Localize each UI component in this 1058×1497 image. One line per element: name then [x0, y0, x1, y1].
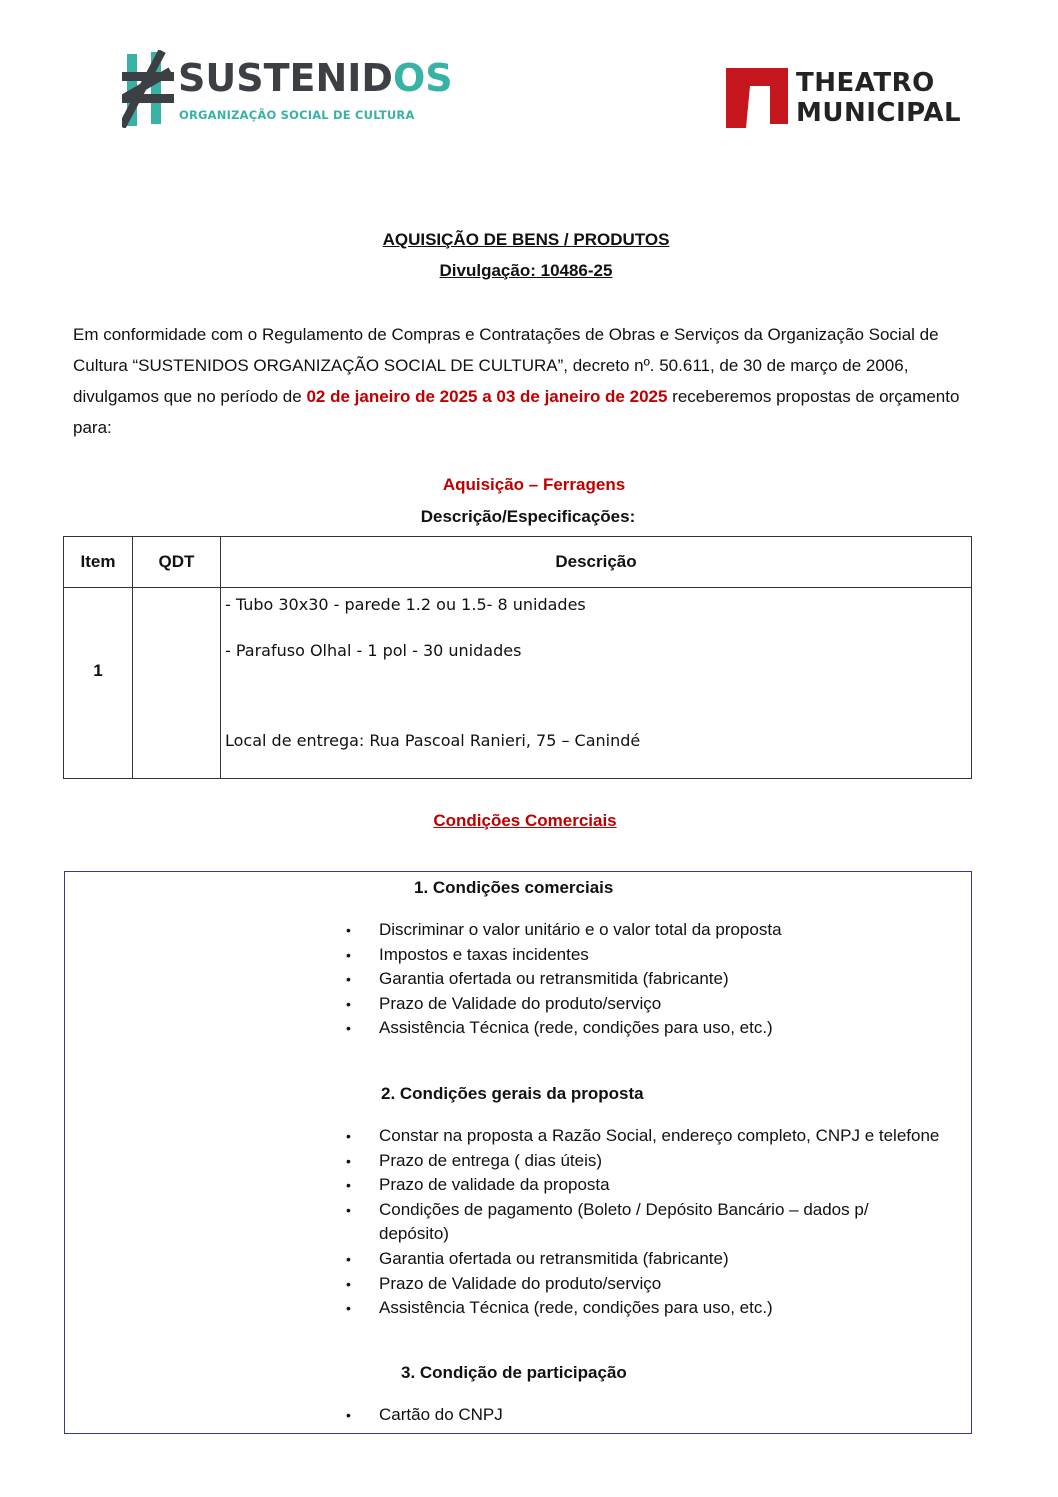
- list-item: • Prazo de Validade do produto/serviço: [379, 992, 969, 1017]
- list-item: • Constar na proposta a Razão Social, endereço completo, CNPJ e telefone: [379, 1124, 969, 1149]
- section-3-list: [379, 1403, 969, 1428]
- delivery-location: Local de entrega: Rua Pascoal Ranieri, 75 – Canindé: [225, 731, 641, 750]
- sustenidos-wordmark: SUSTENIDOS: [178, 56, 453, 100]
- specifications-title: Descrição/Especificações:: [420, 507, 636, 526]
- table-header-row: [64, 537, 972, 588]
- section-3-heading: 3. Condição de participação: [401, 1363, 627, 1382]
- list-item: • Prazo de entrega ( dias úteis): [379, 1149, 969, 1174]
- description-line: - Parafuso Olhal - 1 pol - 30 unidades: [225, 641, 522, 660]
- item-number: 1: [64, 588, 133, 779]
- list-item: • Discriminar o valor unitário e o valor total da proposta: [379, 918, 969, 943]
- conditions-box: [64, 871, 972, 1434]
- hashtag-logo-icon: [122, 50, 174, 128]
- intro-paragraph: Em conformidade com o Regulamento de Compras e Contratações de Obras e Serviços da Organização Social de Cultura “SUSTENIDOS ORGANIZAÇÃO SOCIAL DE CULTURA”, decreto nº. 50.611, de 30 de março de 2006, divulgamos que no período de 02 de janeiro de 2025 a 03 de janeiro de 2025 receberemos propostas de orçamento para:: [73, 325, 960, 437]
- acquisition-title: Aquisição – Ferragens: [442, 475, 626, 494]
- divulgacao-number: Divulgação: 10486-25: [439, 261, 613, 280]
- list-item: • Prazo de validade da proposta: [379, 1173, 969, 1198]
- theatro-municipal-logo: [722, 64, 962, 134]
- theatro-arch-icon: [724, 64, 790, 130]
- section-2-heading: 2. Condições gerais da proposta: [381, 1084, 644, 1103]
- section-1-list: [379, 918, 969, 1041]
- list-item: • Assistência Técnica (rede, condições para uso, etc.): [379, 1016, 969, 1041]
- list-item: • Cartão do CNPJ: [379, 1403, 969, 1428]
- list-item: • Garantia ofertada ou retransmitida (fabricante): [379, 1247, 969, 1272]
- list-item: • Condições de pagamento (Boleto / Depósito Bancário – dados p/ depósito): [379, 1198, 899, 1247]
- list-item: • Assistência Técnica (rede, condições para uso, etc.): [379, 1296, 969, 1321]
- section-1-heading: 1. Condições comerciais: [414, 878, 614, 897]
- item-qdt: [133, 588, 221, 779]
- sustenidos-logo: [122, 50, 453, 130]
- header-qdt: QDT: [133, 537, 221, 588]
- document-title: AQUISIÇÃO DE BENS / PRODUTOS: [382, 230, 670, 249]
- theatro-municipal-wordmark: THEATRO MUNICIPAL: [796, 68, 962, 128]
- header-descricao: Descrição: [221, 537, 972, 588]
- list-item: • Prazo de Validade do produto/serviço: [379, 1272, 969, 1297]
- list-item: • Garantia ofertada ou retransmitida (fabricante): [379, 967, 969, 992]
- header-item: Item: [64, 537, 133, 588]
- description-line: - Tubo 30x30 - parede 1.2 ou 1.5- 8 unidades: [225, 595, 586, 614]
- list-item: • Impostos e taxas incidentes: [379, 943, 969, 968]
- proposal-period: 02 de janeiro de 2025 a 03 de janeiro de 2025: [306, 387, 668, 406]
- commercial-conditions-title: Condições Comerciais: [433, 811, 617, 830]
- section-2-list: [379, 1124, 969, 1321]
- sustenidos-subtitle: ORGANIZAÇÃO SOCIAL DE CULTURA: [179, 108, 415, 122]
